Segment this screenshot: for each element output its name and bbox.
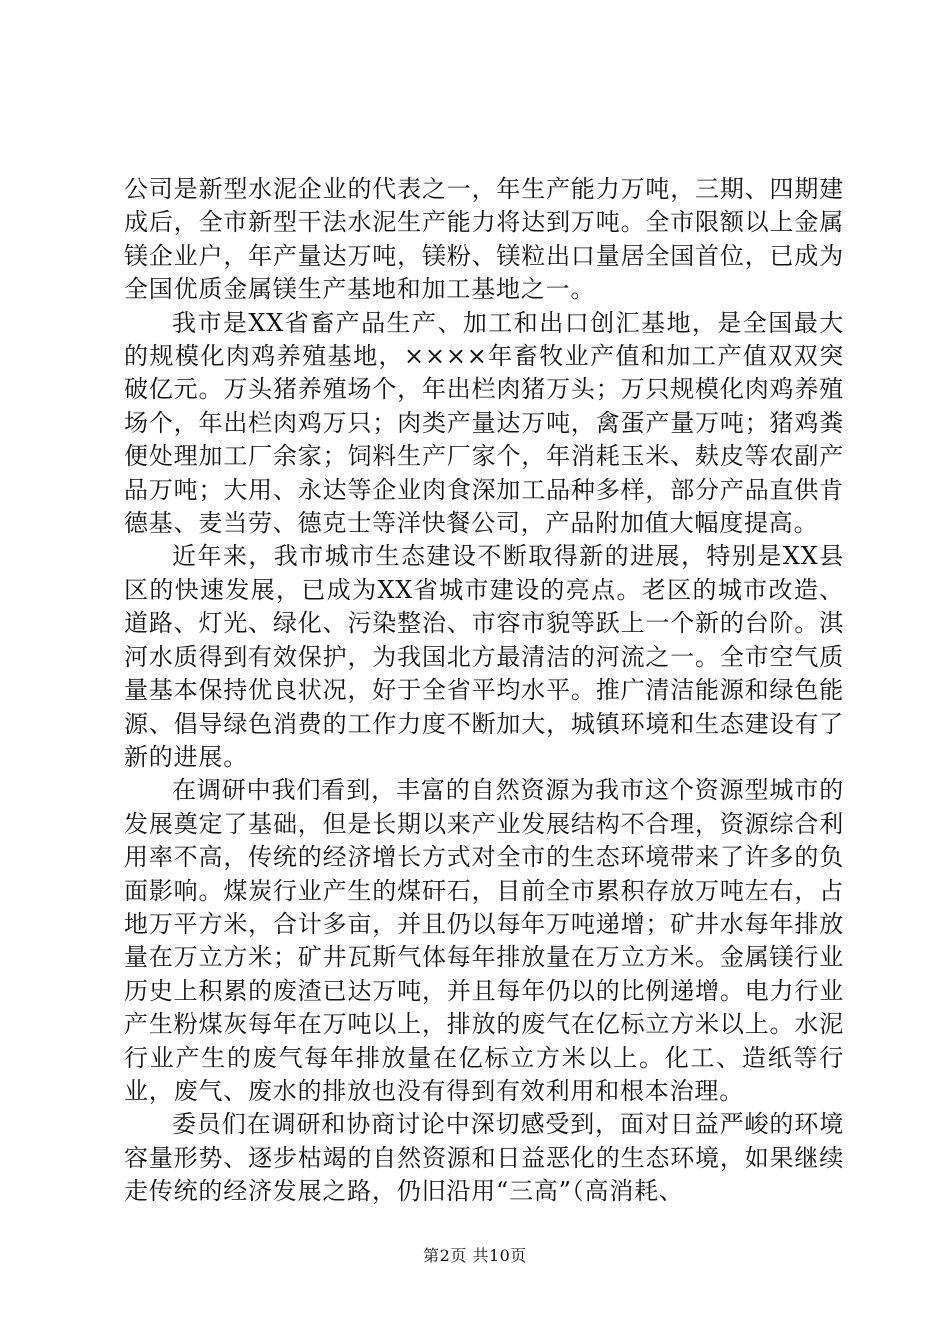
paragraph-research-findings: 在调研中我们看到，丰富的自然资源为我市这个资源型城市的发展奠定了基础，但是长期以来产业发展结构不合理，资源综合利用率不高，传统的经济增长方式对全市的生态环境带来了许多的负面影响。煤炭行业产生的煤矸石，目前全市累积存放万吨左右，占地万平方米，合计多亩，并且仍以每年万吨递增；矿井水每年排放量在万立方米；矿井瓦斯气体每年排放量在万立方米。金属镁行业历史上积累的废渣已达万吨，并且每年仍以的比例递增。电力行业产生粉煤灰每年在万吨以上，排放的废气在亿标立方米以上。水泥行业产生的废气每年排放量在亿标立方米以上。化工、造纸等行业，废气、废水的排放也没有得到有效利用和根本治理。	[124, 776, 844, 1105]
page-number-footer: 第2页 共10页	[423, 1246, 527, 1265]
paragraph-continued: 公司是新型水泥企业的代表之一，年生产能力万吨，三期、四期建成后，全市新型干法水泥生产能力将达到万吨。全市限额以上金属镁企业户，年产量达万吨，镁粉、镁粒出口量居全国首位，已成为全国优质金属镁生产基地和加工基地之一。	[124, 175, 844, 304]
paragraph-livestock: 我市是XX省畜产品生产、加工和出口创汇基地，是全国最大的规模化肉鸡养殖基地，××××年畜牧业产值和加工产值双双突破亿元。万头猪养殖场个，年出栏肉猪万头；万只规模化肉鸡养殖场个，年出栏肉鸡万只；肉类产量达万吨，禽蛋产量万吨；猪鸡粪便处理加工厂余家；饲料生产厂家个，年消耗玉米、麸皮等农副产品万吨；大用、永达等企业肉食深加工品种多样，部分产品直供肯德基、麦当劳、德克士等洋快餐公司，产品附加值大幅度提高。	[124, 308, 844, 538]
paragraph-urban-ecology: 近年来，我市城市生态建设不断取得新的进展，特别是XX县区的快速发展，已成为XX省城市建设的亮点。老区的城市改造、道路、灯光、绿化、污染整治、市容市貌等跃上一个新的台阶。淇河水质得到有效保护，为我国北方最清洁的河流之一。全市空气质量基本保持优良状况，好于全省平均水平。推广清洁能源和绿色能源、倡导绿色消费的工作力度不断加大，城镇环境和生态建设有了新的进展。	[124, 542, 844, 771]
paragraph-committee-views: 委员们在调研和协商讨论中深切感受到，面对日益严峻的环境容量形势、逐步枯竭的自然资源和日益恶化的生态环境，如果继续走传统的经济发展之路，仍旧沿用“三高”（高消耗、	[124, 1110, 844, 1206]
document-body	[124, 173, 844, 1209]
